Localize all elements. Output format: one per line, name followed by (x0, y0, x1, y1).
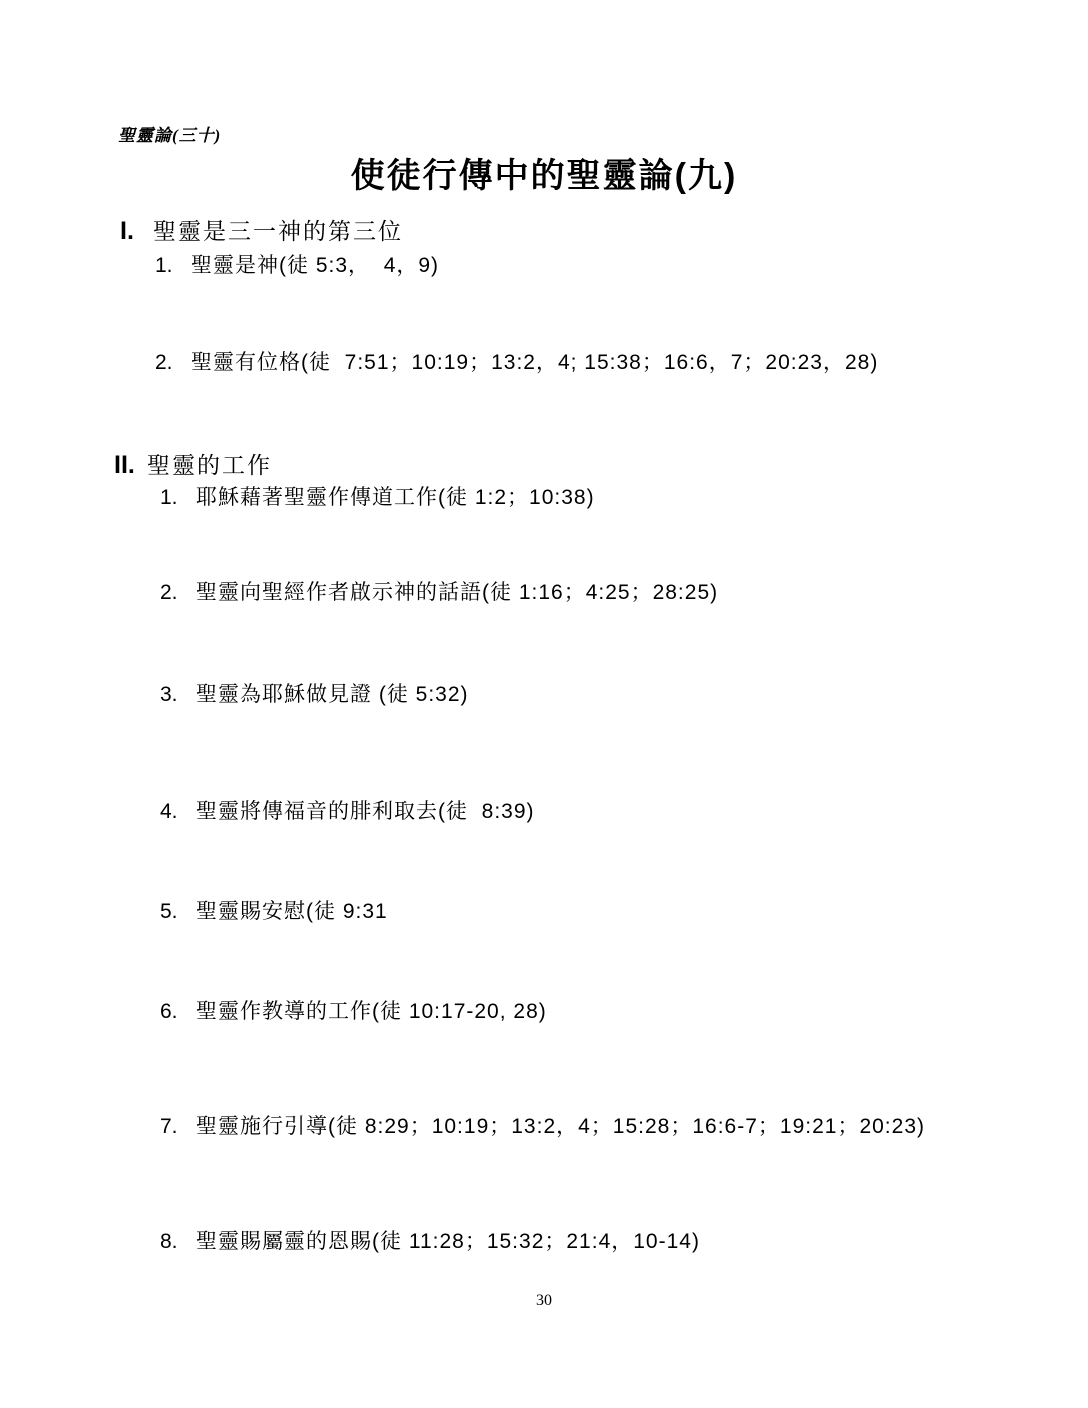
list-item (160, 678, 469, 708)
list-item (160, 995, 547, 1025)
list-item-text: 聖靈向聖經作者啟示神的話語(徒 1:16；4:25；28:25) (196, 581, 719, 604)
list-item-text: 聖靈賜安慰(徒 9:31 (196, 900, 388, 923)
list-item-number: 4. (160, 800, 178, 823)
section-heading-1 (120, 213, 403, 246)
list-item (160, 795, 535, 825)
list-item-number: 8. (160, 1230, 178, 1253)
list-item-text: 聖靈施行引導(徒 8:29；10:19；13:2，4；15:28；16:6-7；19:21；20:23) (196, 1115, 925, 1138)
list-item-text: 聖靈賜屬靈的恩賜(徒 11:28；15:32；21:4，10-14) (196, 1230, 700, 1253)
list-item-number: 2. (155, 351, 173, 374)
page-number: 30 (536, 1292, 552, 1309)
list-item-number: 7. (160, 1115, 178, 1138)
list-item (155, 249, 439, 279)
list-item (160, 1110, 925, 1140)
list-item (160, 481, 595, 511)
list-item-text: 耶穌藉著聖靈作傳道工作(徒 1:2；10:38) (196, 486, 595, 509)
list-item-number: 1. (155, 254, 173, 277)
list-item (155, 346, 878, 376)
list-item-text: 聖靈作教導的工作(徒 10:17-20, 28) (196, 1000, 547, 1023)
list-item (160, 576, 718, 606)
list-item (160, 1225, 700, 1255)
section-numeral: I. (120, 217, 134, 245)
section-heading-text: 聖靈的工作 (147, 452, 272, 478)
section-numeral: II. (114, 451, 135, 479)
list-item-number: 6. (160, 1000, 178, 1023)
list-item-text: 聖靈是神(徒 5:3， 4，9) (191, 254, 440, 277)
list-item-text: 聖靈為耶穌做見證 (徒 5:32) (196, 683, 469, 706)
list-item-number: 5. (160, 900, 178, 923)
running-header: 聖靈論(三十) (118, 126, 222, 145)
list-item-number: 1. (160, 486, 178, 509)
list-item-text: 聖靈有位格(徒 7:51；10:19；13:2，4; 15:38；16:6，7；20:23，28) (191, 351, 879, 374)
page-title: 使徒行傳中的聖靈論(九) (350, 157, 738, 195)
section-heading-text: 聖靈是三一神的第三位 (153, 218, 403, 244)
list-item-number: 3. (160, 683, 178, 706)
list-item (160, 895, 388, 925)
list-item-text: 聖靈將傳福音的腓利取去(徒 8:39) (196, 800, 535, 823)
section-heading-2 (114, 447, 272, 480)
list-item-number: 2. (160, 581, 178, 604)
